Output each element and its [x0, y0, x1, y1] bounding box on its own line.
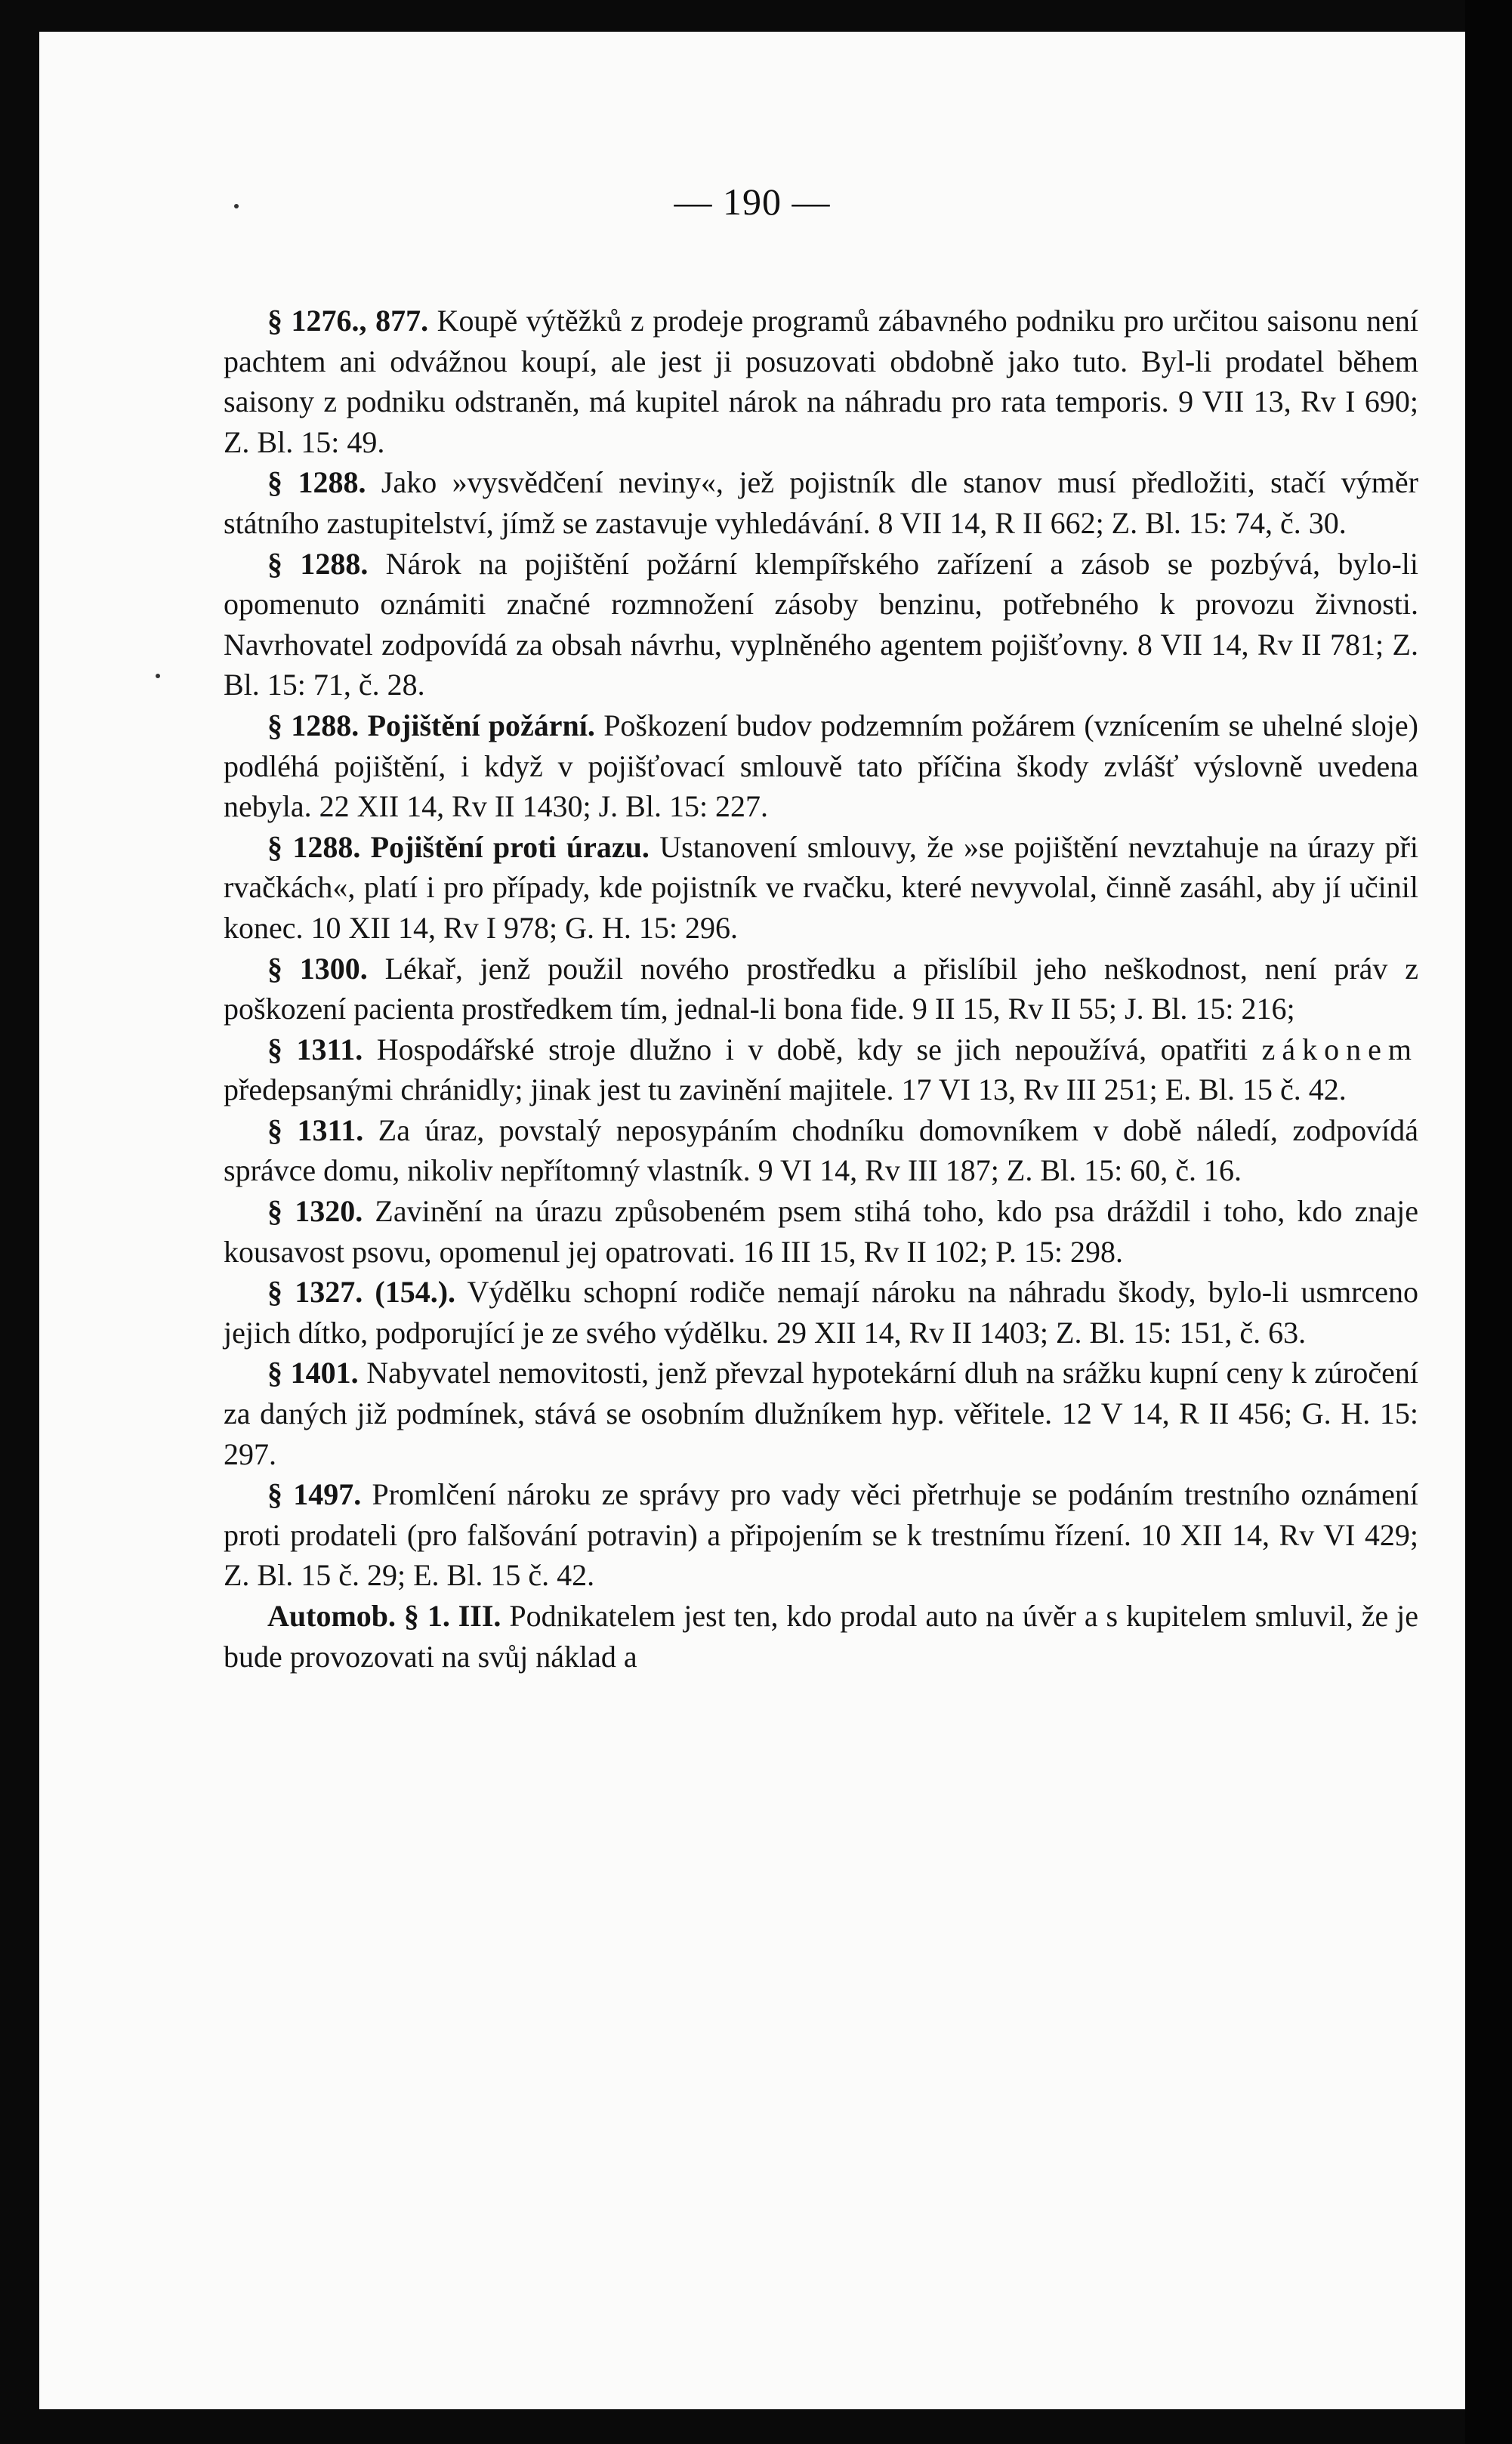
entry-1401 — [224, 1353, 1418, 1474]
scan-edge — [1465, 0, 1512, 2444]
entry-text: předepsanými chránidly; jinak jest tu zavinění majitele. 17 VI 13, Rv III 251; E. Bl. 15 č. 42. — [224, 1072, 1347, 1107]
entry-text: Hospodářské stroje dlužno i v době, kdy se jich nepoužívá, opatřiti — [363, 1032, 1262, 1066]
entry-1300 — [224, 949, 1418, 1029]
entry-reference: § 1311. — [267, 1032, 363, 1066]
entry-text: Jako »vysvědčení neviny«, jež pojistník dle stanov musí předložiti, stačí výměr státního zastupitelství, jímž se zastavuje vyhledávání. 8 VII 14, R II 662; Z. Bl. 15: 74, č. 30. — [224, 465, 1418, 540]
entry-1288-b — [224, 544, 1418, 705]
entry-text: Ustanovení smlouvy, že »se pojištění nevztahuje na úrazy při rvačkách«, platí i pro případy, kde pojistník ve rvačku, které nevyvolal, činně zasáhl, aby jí učinil konec. 10 XII 14, Rv I 978; G. H. 15: 296. — [224, 829, 1419, 945]
stray-mark — [156, 674, 160, 678]
entry-reference: § 1288. Pojištění proti úrazu. — [267, 829, 650, 864]
entry-reference: § 1311. — [267, 1112, 364, 1147]
entry-reference: § 1320. — [267, 1194, 363, 1229]
entry-reference: Automob. § 1. III. — [267, 1599, 501, 1633]
stray-mark — [234, 204, 239, 208]
entry-text: Podnikatelem jest ten, kdo prodal auto na úvěr a s kupitelem smluvil, že je bude provozovati na svůj náklad a — [224, 1599, 1419, 1674]
entry-1497 — [224, 1474, 1418, 1596]
entry-reference: § 1401. — [267, 1356, 359, 1390]
entry-reference: § 1288. — [267, 546, 369, 581]
entry-reference: § 1327. (154.). — [267, 1275, 456, 1310]
entry-reference: § 1288. — [267, 465, 366, 500]
entry-text: Zavinění na úrazu způsobeném psem stihá toho, kdo psa dráždil i toho, kdo znaje kousavost psovu, opomenul jej opatrovati. 16 III 15, Rv II 102; P. 15: 298. — [224, 1194, 1418, 1269]
entry-1320 — [224, 1191, 1418, 1272]
entry-1311-b — [224, 1110, 1418, 1191]
entry-1288-accident-insurance — [224, 827, 1418, 949]
page-number: — 190 — — [674, 181, 831, 223]
entry-1288-fire-insurance — [224, 705, 1418, 827]
entry-text: Promlčení nároku ze správy pro vady věci přetrhuje se podáním trestního oznámení proti prodateli (pro falšování potravin) a připojením se k trestnímu řízení. 10 XII 14, Rv VI 429; Z. Bl. 15 č. 29; E. Bl. 15 č. 42. — [224, 1477, 1419, 1593]
entry-text: Nárok na pojištění požární klempířského zařízení a zásob se pozbývá, bylo-li opomenuto oznámiti značné rozmnožení zásoby benzinu, potřebného k provozu živnosti. Navrhovatel zodpovídá za obsah návrhu, vyplněného agentem pojišťovny. 8 VII 14, Rv II 781; Z. Bl. 15: 71, č. 28. — [224, 546, 1419, 702]
entry-1288-a — [224, 462, 1418, 543]
entry-automob — [224, 1596, 1418, 1677]
entry-reference: § 1497. — [267, 1477, 362, 1512]
entry-text: Lékař, jenž použil nového prostředku a přislíbil jeho neškodnost, není práv z poškození pacienta prostředkem tím, jednal-li bona fide. 9 II 15, Rv II 55; J. Bl. 15: 216; — [224, 951, 1418, 1026]
book-page — [39, 32, 1465, 2409]
body-text — [224, 301, 1418, 1677]
entry-text: Za úraz, povstalý neposypáním chodníku domovníkem v době náledí, zodpovídá správce domu, nikoliv nepřítomný vlastník. 9 VI 14, Rv III 187; Z. Bl. 15: 60, č. 16. — [224, 1112, 1419, 1188]
entry-reference: § 1276., 877. — [267, 304, 429, 338]
entry-reference: § 1300. — [267, 951, 368, 986]
entry-1327 — [224, 1272, 1418, 1353]
entry-text: Koupě výtěžků z prodeje programů zábavného podniku pro určitou saisonu není pachtem ani odvážnou koupí, ale jest ji posuzovati obdobně jako tuto. Byl-li prodatel během saisony z podniku odstraněn, má kupitel nárok na náhradu pro rata temporis. 9 VII 13, Rv I 690; Z. Bl. 15: 49. — [224, 304, 1418, 459]
entry-1276 — [224, 301, 1418, 462]
entry-text: Výdělku schopní rodiče nemají nároku na náhradu škody, bylo-li usmrceno jejich dítko, podporující je ze svého výdělku. 29 XII 14, Rv II 1403; Z. Bl. 15: 151, č. 63. — [224, 1275, 1419, 1350]
entry-emphasis: zákonem — [1261, 1032, 1419, 1066]
entry-reference: § 1288. Pojištění požární. — [267, 708, 595, 742]
entry-text: Nabyvatel nemovitosti, jenž převzal hypotekární dluh na srážku kupní ceny k zúročení za daných již podmínek, stává se osobním dlužníkem hyp. věřitele. 12 V 14, R II 456; G. H. 15: 297. — [224, 1356, 1419, 1471]
entry-1311-a — [224, 1029, 1418, 1110]
entry-text: Poškození budov podzemním požárem (vznícením se uhelné sloje) podléhá pojištění, i když v pojišťovací smlouvě tato příčina škody zvlášť výslovně uvedena nebyla. 22 XII 14, Rv II 1430; J. Bl. 15: 227. — [224, 708, 1418, 824]
